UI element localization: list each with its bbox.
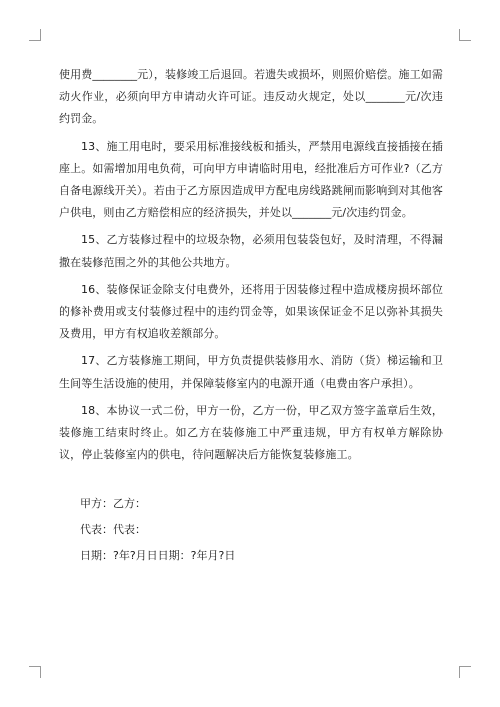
paragraph-clause-17-facilities: 17、乙方装修施工期间，甲方负责提供装修用水、消防（货）梯运输和卫生间等生活设施的使用，并保障装修室内的电源开通（电费由客户承担）。: [59, 354, 443, 390]
crop-mark-top-left: [29, 29, 41, 41]
paragraph-fee-and-fire-permit: 使用费________元），装修竣工后退回。若遗失或损坏，则照价赔偿。施工如需动火作业，必须向甲方申请动火许可证。违反动火规定，处以_______元/次违约罚金。: [59, 68, 443, 126]
paragraph-clause-18-agreement: 18、本协议一式二份，甲方一份，乙方一份，甲乙双方签字盖章后生效，装修施工结束时终止。如乙方在装修施工中严重违规，甲方有权单方解除协议，停止装修室内的供电，待问题解决后方能恢复装修施工。: [59, 403, 443, 462]
signature-parties: 甲方：乙方：: [80, 497, 146, 510]
crop-mark-bottom-left: [29, 666, 41, 678]
document-body: [59, 64, 443, 471]
paragraph-clause-15-waste: 15、乙方装修过程中的垃圾杂物，必须用包装袋包好，及时清理，不得漏撒在装修范围之外的其他公共地方。: [59, 233, 443, 269]
crop-mark-top-right: [459, 29, 471, 41]
paragraph-clause-13-electricity: 13、施工用电时，要采用标准接线板和插头，严禁用电源线直接插接在插座上。如需增加用电负荷，可向甲方申请临时用电，经批准后方可作业?（乙方自备电源线开关）。若由于乙方原因造成甲方配电房线路跳闸而影响到对其他客户供电，则由乙方赔偿相应的经济损失，并处以_______元/次违约罚金。: [59, 139, 443, 220]
signature-dates: 日期：?年?月日日期：?年月?日: [80, 549, 236, 562]
crop-mark-bottom-right: [459, 666, 471, 678]
paragraph-clause-16-deposit: 16、装修保证金除支付电费外，还将用于因装修过程中造成楼房损坏部位的修补费用或支付装修过程中的违约罚金等，如果该保证金不足以弥补其损失及费用，甲方有权追收差额部分。: [59, 282, 443, 341]
signature-representatives: 代表：代表：: [80, 523, 146, 536]
